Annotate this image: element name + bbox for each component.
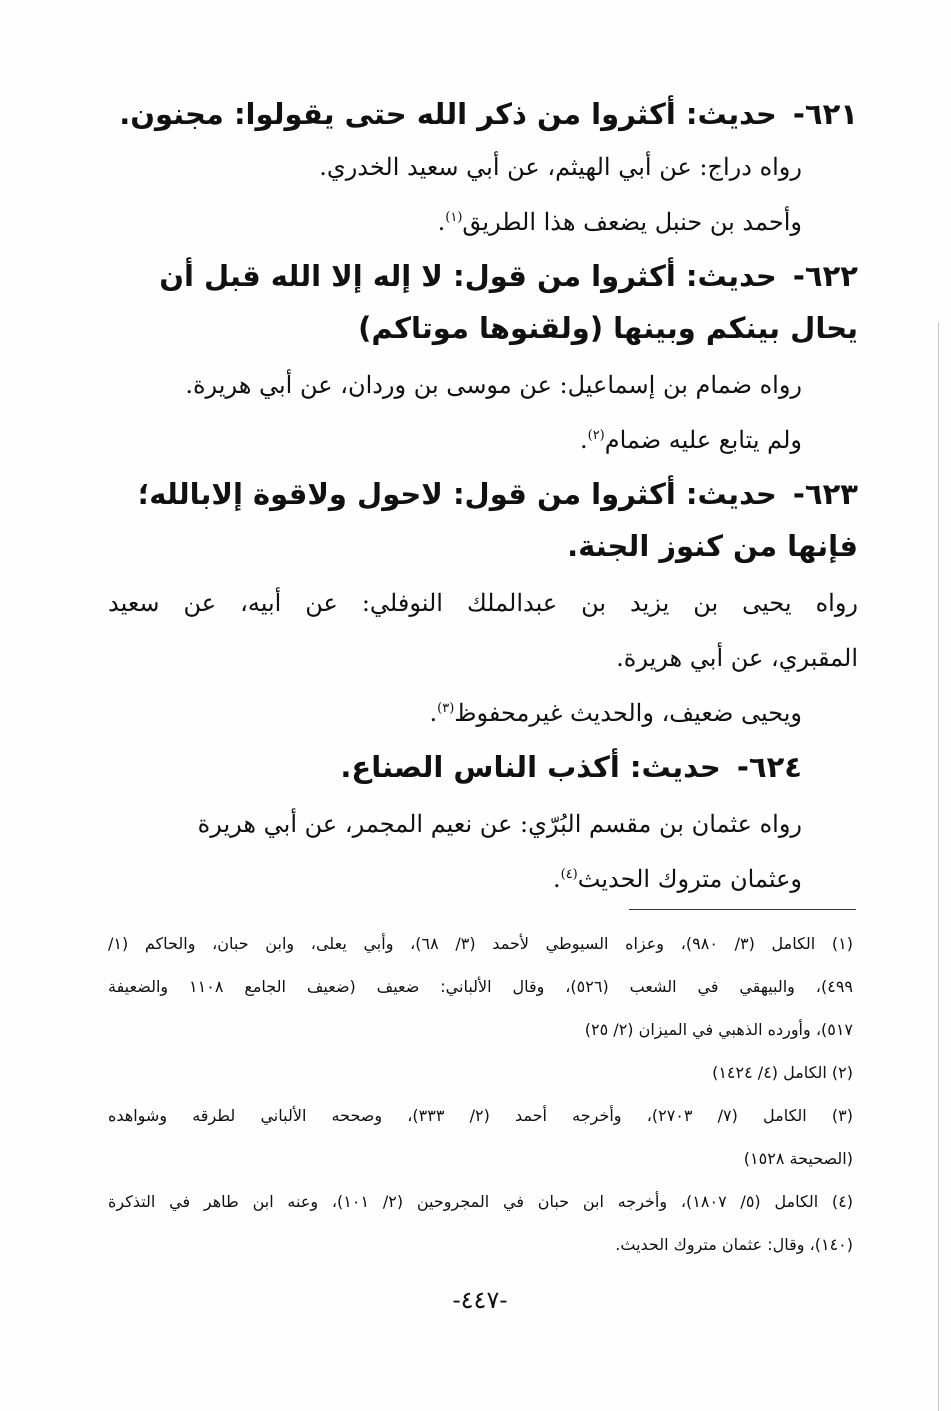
footnote-ref: (٣) <box>437 701 455 716</box>
entry-line <box>108 686 858 741</box>
entry-number: ٦٢١- <box>792 97 858 131</box>
entry-line-text: وعثمان متروك الحديث <box>577 865 802 893</box>
entry-heading <box>108 741 858 793</box>
entry-heading-text: حديث: أكثروا من قول: لاحول ولاقوة إلابالله؛ فإنها من كنوز الجنة. <box>137 477 858 563</box>
entry-heading-text: حديث: أكثروا من ذكر الله حتى يقولوا: مجنون. <box>119 97 777 131</box>
entry-line <box>108 797 858 852</box>
footnote-ref: (٢) <box>587 428 605 443</box>
entry-line-text: رواه يحيى بن يزيد بن عبدالملك النوفلي: عن أبيه، عن سعيد <box>108 589 858 617</box>
entry-line-text: وأحمد بن حنبل يضعف هذا الطريق <box>462 208 802 236</box>
footnote-line: (الصحيحة ١٥٢٨) <box>743 1149 853 1168</box>
entry-heading-text: حديث: أكذب الناس الصناع. <box>340 750 721 784</box>
entry-heading-text: حديث: أكثروا من قول: لا إله إلا الله قبل أن يحال بينكم وبينها (ولقنوها موتاكم) <box>159 259 858 345</box>
footnote-line: (٤) الكامل (٥/ ١٨٠٧)، وأخرجه ابن حبان في المجروحين (٢/ ١٠١)، وعنه ابن طاهر في التذكرة <box>108 1192 854 1211</box>
page-number: -٤٤٧- <box>452 1286 508 1314</box>
footnote-line: ٤٩٩)، والبيهقي في الشعب (٥٢٦)، وقال الألباني: ضعيف (ضعيف الجامع ١١٠٨ والضعيفة <box>108 977 853 996</box>
line-tail: . <box>552 865 561 893</box>
entry-heading <box>108 88 858 140</box>
footnote-ref: (٤) <box>560 867 578 882</box>
entry-line <box>108 140 858 195</box>
entry-heading <box>108 250 858 354</box>
entry-line-text: رواه دراج: عن أبي الهيثم، عن أبي سعيد الخدري. <box>319 153 802 181</box>
footnote-line: (٣) الكامل (٧/ ٢٧٠٣)، وأخرجه أحمد (٢/ ٣٣٣)، وصححه الألباني لطرقه وشواهده <box>108 1106 853 1125</box>
entry-line <box>108 195 858 250</box>
entry-number: ٦٢٣- <box>792 477 858 511</box>
entry-line-text: ولم يتابع عليه ضمام <box>604 426 802 454</box>
line-tail: . <box>579 426 588 454</box>
line-tail: . <box>429 699 438 727</box>
entry-number: ٦٢٢- <box>792 259 858 293</box>
line-tail: . <box>437 208 446 236</box>
footnote-line: (٢) الكامل (٤/ ١٤٢٤) <box>712 1063 853 1082</box>
entry-line <box>108 413 858 468</box>
footnote-line: (١٤٠)، وقال: عثمان متروك الحديث. <box>615 1235 853 1254</box>
entry-line <box>108 631 858 686</box>
main-text <box>108 88 858 907</box>
entry-line <box>108 576 858 631</box>
entry-line-text: رواه عثمان بن مقسم البُرّي: عن نعيم المجمر، عن أبي هريرة <box>197 810 802 838</box>
entry-line-text: ويحيى ضعيف، والحديث غيرمحفوظ <box>454 699 802 727</box>
footnotes <box>108 922 853 1266</box>
footnote-line: (١) الكامل (٣/ ٩٨٠)، وعزاه السيوطي لأحمد (٣/ ٦٨)، وأبي يعلى، وابن حبان، والحاكم (١/ <box>108 934 853 953</box>
entry-line-text: رواه ضمام بن إسماعيل: عن موسى بن وردان، عن أبي هريرة. <box>185 371 802 399</box>
page-edge-line <box>938 322 939 1411</box>
entry-line-text: المقبري، عن أبي هريرة. <box>616 644 858 672</box>
entry-heading <box>108 468 858 572</box>
footnote-ref: (١) <box>445 210 463 225</box>
entry-number: ٦٢٤- <box>736 750 802 784</box>
entry-line <box>108 358 858 413</box>
entry-line <box>108 852 858 907</box>
footnote-line: ٥١٧)، وأورده الذهبي في الميزان (٢/ ٢٥) <box>584 1020 853 1039</box>
footnote-divider <box>629 909 856 910</box>
